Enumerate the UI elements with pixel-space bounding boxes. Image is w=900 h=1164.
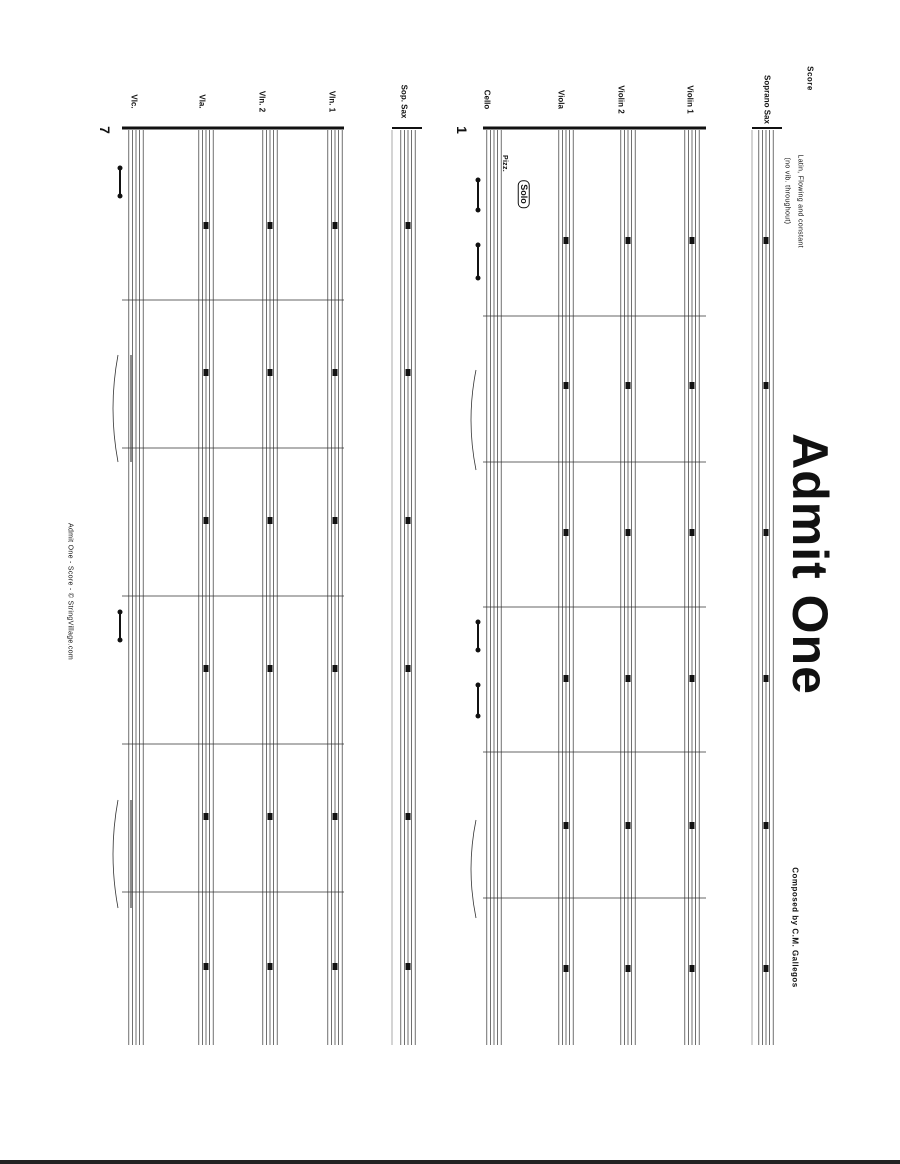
whole-rest [204,369,209,376]
whole-rest [564,237,569,244]
whole-rest [626,382,631,389]
whole-rest [406,369,411,376]
whole-rest [333,369,338,376]
whole-rest [333,222,338,229]
note-head [476,620,481,625]
whole-rest [333,665,338,672]
instrument-label: Vla. [197,94,207,109]
tie-slur [471,820,476,918]
page-bottom-rule [0,1160,900,1164]
whole-rest [406,813,411,820]
note-head [476,178,481,183]
tie-slur [113,800,118,908]
tie-slur [471,370,476,470]
instrument-label: Sop. Sax [399,84,409,119]
whole-rest [268,665,273,672]
whole-rest [268,517,273,524]
note-head [118,194,123,199]
whole-rest [764,237,769,244]
whole-rest [268,222,273,229]
whole-rest [690,382,695,389]
instrument-label: Viola [556,90,566,109]
note-head [476,714,481,719]
whole-rest [626,529,631,536]
instrument-label: Vln. 1 [327,90,337,113]
note-head [476,648,481,653]
whole-rest [268,813,273,820]
note-head [476,276,481,281]
whole-rest [626,237,631,244]
whole-rest [564,382,569,389]
whole-rest [764,965,769,972]
note-head [476,208,481,213]
whole-rest [764,382,769,389]
score-header-label: Score [805,66,815,91]
note-head [118,166,123,171]
whole-rest [204,665,209,672]
footer-copyright: Admit One - Score - © StringVillage.com [66,523,74,660]
whole-rest [333,963,338,970]
whole-rest [204,813,209,820]
instrument-label: Soprano Sax [762,75,772,124]
whole-rest [564,675,569,682]
note-head [476,243,481,248]
whole-rest [626,675,631,682]
whole-rest [690,675,695,682]
tie-slur [113,355,118,462]
whole-rest [204,222,209,229]
instrument-label: Cello [482,89,492,110]
system-1-number: 1 [453,126,470,134]
note-head [118,638,123,643]
whole-rest [204,963,209,970]
piece-title: Admit One [782,433,838,695]
whole-rest [764,529,769,536]
instrument-label: Violin 2 [616,85,626,114]
whole-rest [406,517,411,524]
whole-rest [564,965,569,972]
note-head [476,683,481,688]
whole-rest [204,517,209,524]
whole-rest [406,222,411,229]
instrument-label: Vln. 2 [257,90,267,113]
pizz-marking: Pizz. [501,154,509,173]
composer-credit: Composed by C.M. Gallegos [790,867,800,988]
instrument-label: Violin 1 [685,85,695,114]
whole-rest [406,665,411,672]
tempo-marking: Latin, Flowing and constant [796,154,804,248]
whole-rest [564,529,569,536]
whole-rest [764,675,769,682]
whole-rest [333,517,338,524]
whole-rest [268,963,273,970]
whole-rest [690,965,695,972]
whole-rest [690,529,695,536]
whole-rest [690,237,695,244]
tempo-note: (no vib. throughout) [783,157,791,225]
whole-rest [333,813,338,820]
whole-rest [564,822,569,829]
whole-rest [406,963,411,970]
whole-rest [690,822,695,829]
system-2-number: 7 [96,126,113,134]
note-head [118,610,123,615]
instrument-label: Vlc. [129,94,139,109]
whole-rest [626,822,631,829]
solo-marking: Solo [518,180,530,208]
whole-rest [268,369,273,376]
whole-rest [764,822,769,829]
whole-rest [626,965,631,972]
